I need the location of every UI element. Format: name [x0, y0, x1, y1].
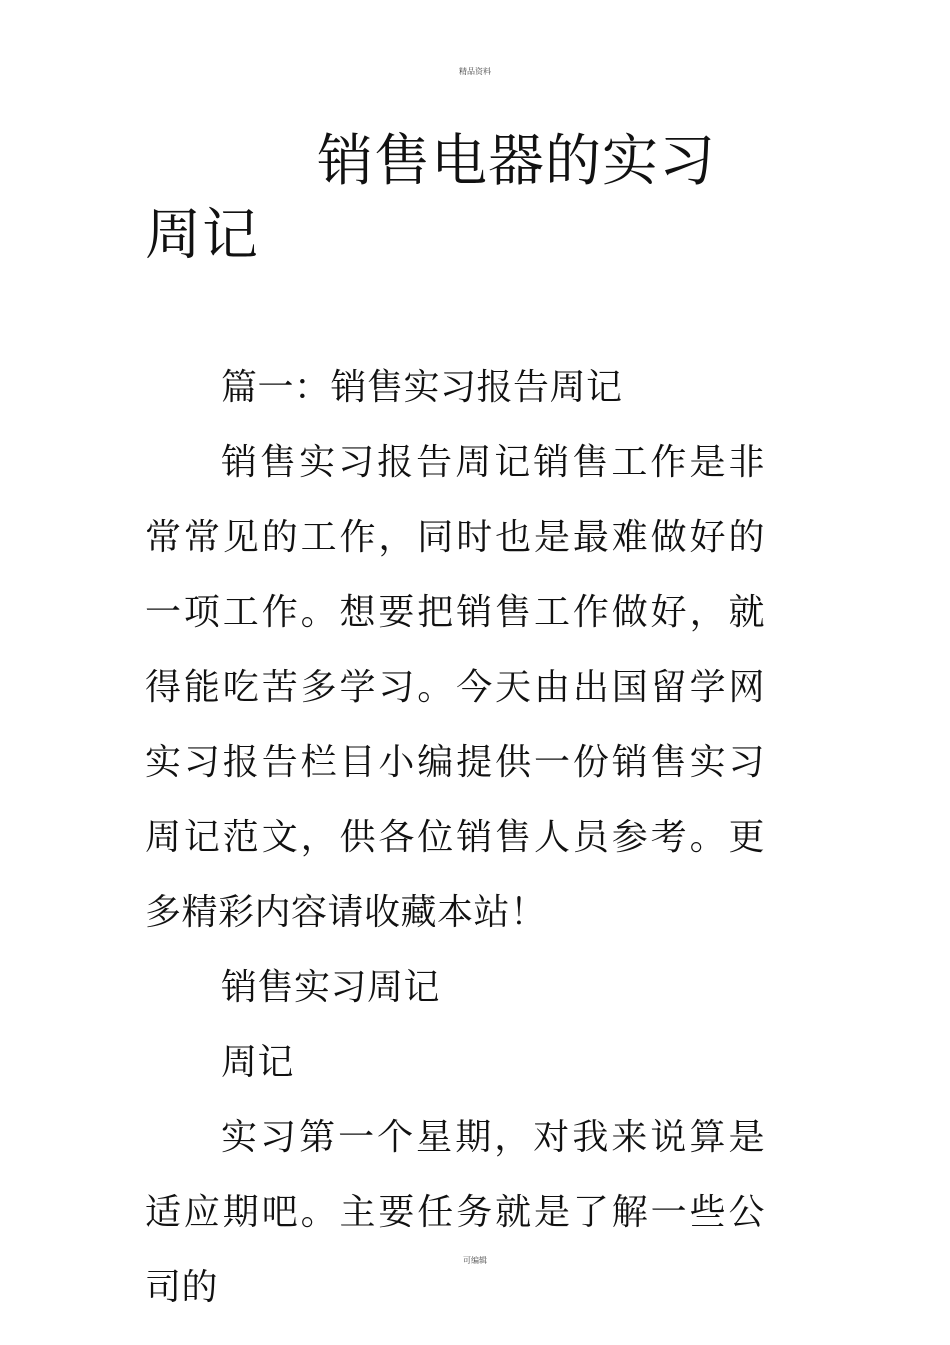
document-body	[145, 350, 765, 1325]
section-heading: 篇一：销售实习报告周记	[221, 367, 623, 408]
header-note: 精品资料	[459, 67, 491, 76]
document-title: 销售电器的实习周记	[145, 129, 716, 268]
intro-paragraph: 销售实习报告周记销售工作是非常常见的工作，同时也是最难做好的一项工作。想要把销售工作做好，就得能吃苦多学习。今天由出国留学网实习报告栏目小编提供一份销售实习周记范文，供各位销售人员参考。更多精彩内容请收藏本站！	[145, 442, 765, 933]
body-paragraph: 实习第一个星期，对我来说算是适应期吧。主要任务就是了解一些公司的	[145, 1117, 765, 1308]
subheading: 销售实习周记	[221, 967, 441, 1008]
footer-note: 可编辑	[463, 1256, 487, 1265]
subheading-weekly: 周记	[221, 1042, 295, 1083]
